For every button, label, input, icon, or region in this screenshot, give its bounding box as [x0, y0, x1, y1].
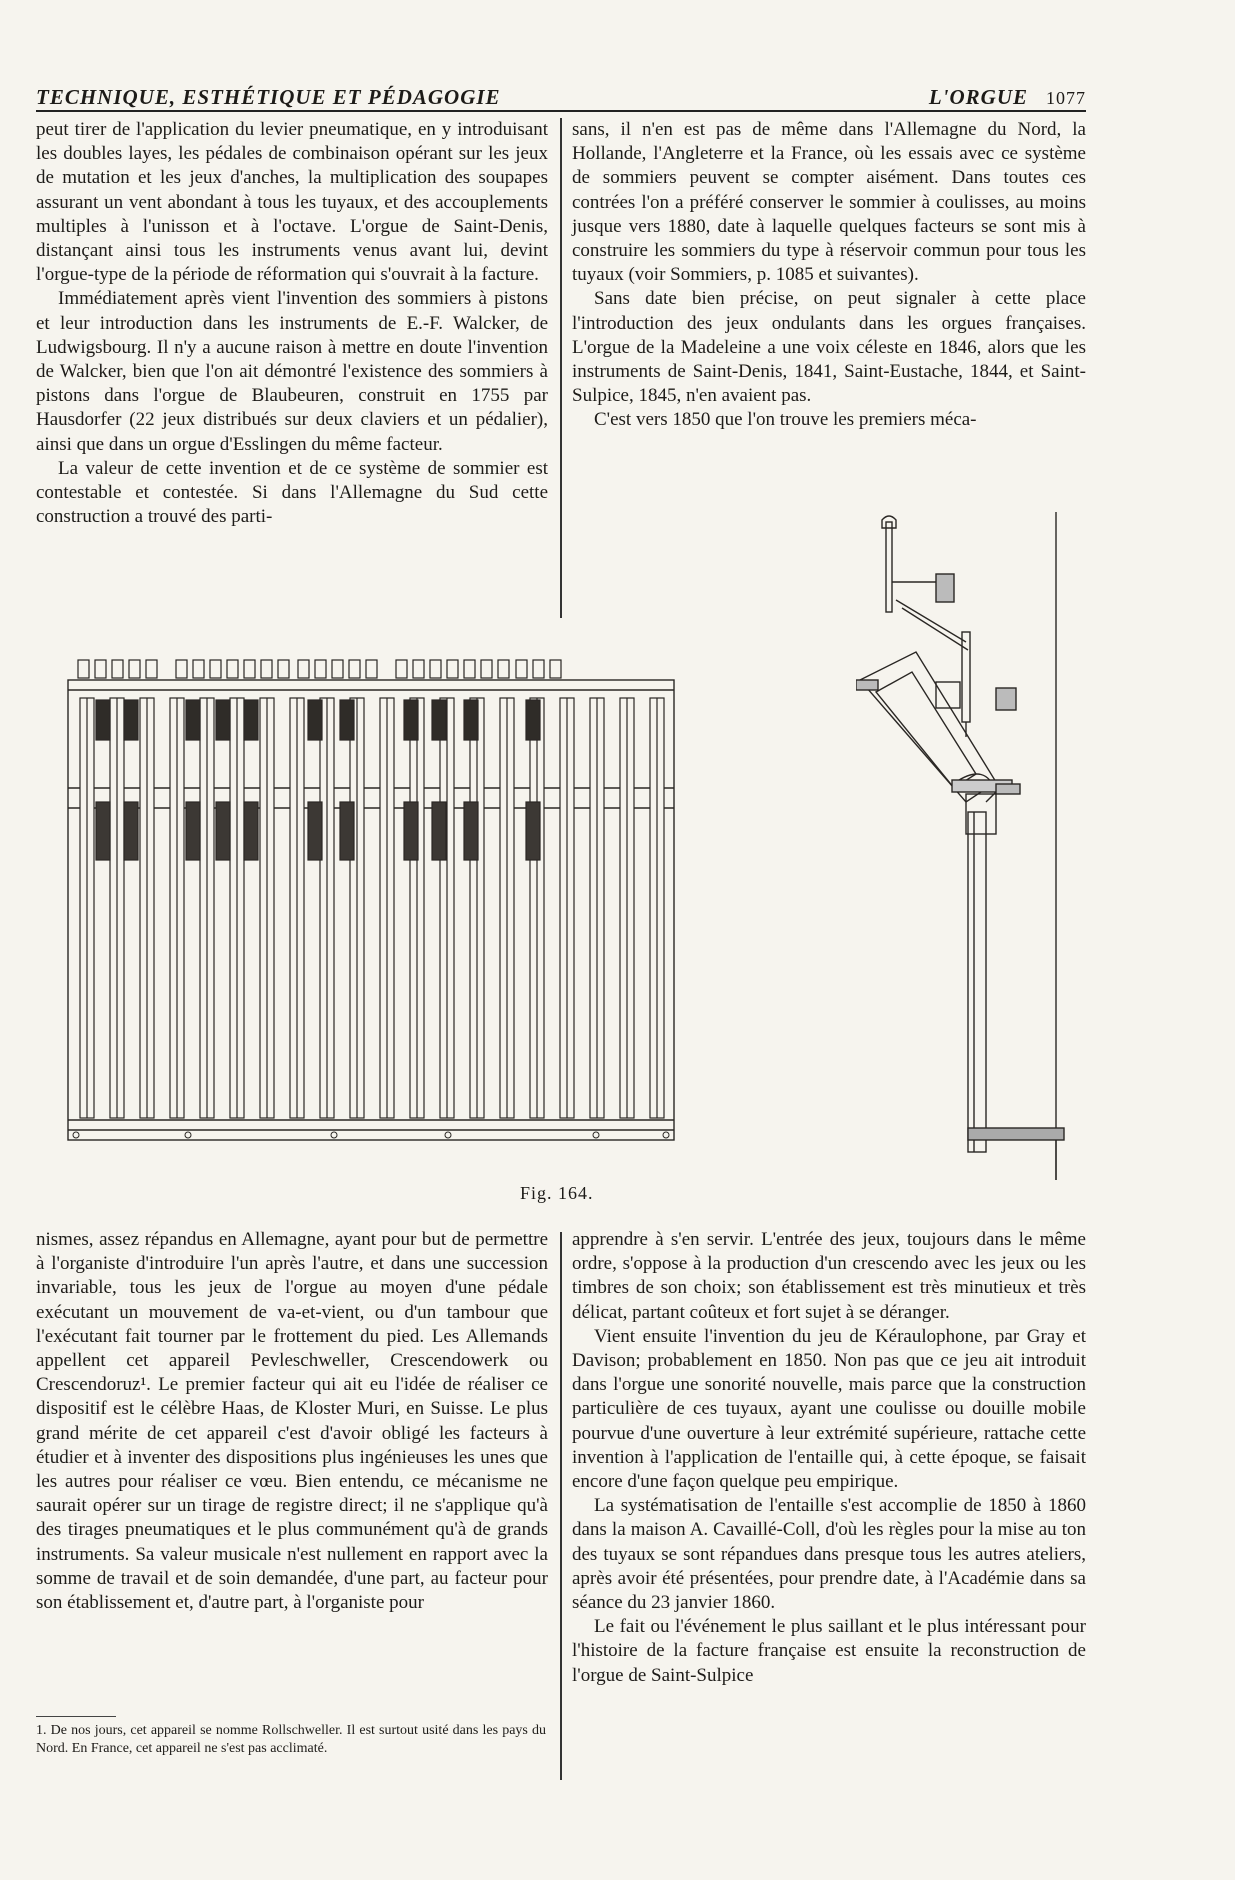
page-number: 1077 [1046, 88, 1086, 108]
pipe-foot [533, 660, 544, 678]
pipe-foot [481, 660, 492, 678]
valve-block [340, 802, 354, 860]
piston-head [464, 700, 478, 740]
pipe-foot [244, 660, 255, 678]
figure-caption: Fig. 164. [520, 1183, 594, 1203]
piston-head [308, 700, 322, 740]
pipe-foot [210, 660, 221, 678]
figure-piston-section [856, 512, 1066, 1180]
paragraph: Immédiatement après vient l'invention des sommiers à pistons et leur introduction dans les instruments de E.-F. Walcker, de Ludwigsbourg. Il n'y a aucune raison à mettre en doute l'invention de Walcker, bien que l'on ait démontré l'existence des sommiers à pistons dans l'orgue de Blaubeuren, construit en 1755 par Hausdorfer (22 jeux distribués sur deux claviers et un pédalier), ainsi que dans un orgue d'Esslingen du même facteur. [36, 288, 548, 455]
valve-block [308, 802, 322, 860]
piston-head [124, 700, 138, 740]
piston-head [526, 700, 540, 740]
pipe-foot [261, 660, 272, 678]
pipe-foot [112, 660, 123, 678]
pipe-foot [315, 660, 326, 678]
valve-block [124, 802, 138, 860]
column-top-left [36, 118, 548, 529]
piston-head [244, 700, 258, 740]
footnote: 1. De nos jours, cet appareil se nomme Rollschweller. Il est surtout usité dans les pays du Nord. En France, cet appareil ne s'est pas acclimaté. [36, 1723, 546, 1756]
paragraph: apprendre à s'en servir. L'entrée des jeux, toujours dans le même ordre, s'oppose à la production d'un crescendo avec les jeux ou les timbres de son choix; son établissement est très minutieux et très délicat, partant coûteux et fort sujet à se déranger. [572, 1229, 1086, 1323]
pipe-foot [349, 660, 360, 678]
paragraph: Vient ensuite l'invention du jeu de Kéraulophone, par Gray et Davison; probablement en 1850. Non pas que ce jeu ait introduit dans l'orgue une sonorité nouvelle, mais parce que la construction particulière de ces tuyaux, ayant une coulisse ou douille mobile pourvue d'une ouverture à leur extrémité supérieure, rattache cette invention à l'application de l'entaille qui, à cette époque, se faisait encore d'une façon quelque peu empirique. [572, 1325, 1086, 1493]
pipe-foot [413, 660, 424, 678]
piston-head [404, 700, 418, 740]
pipe-foot [332, 660, 343, 678]
header-section-title: TECHNIQUE, ESTHÉTIQUE ET PÉDAGOGIE [36, 85, 501, 109]
valve-block [432, 802, 446, 860]
column-top-right [572, 118, 1086, 433]
piston-head [216, 700, 230, 740]
valve-block [216, 802, 230, 860]
pipe-foot [176, 660, 187, 678]
paragraph: nismes, assez répandus en Allemagne, ayant pour but de permettre à l'organiste d'introduire l'un après l'autre, et dans une succession invariable, tous les jeux de l'orgue au moyen d'une pédale exécutant un mouvement de va-et-vient, ou d'un tambour que l'exécutant fait tourner par le frottement du pied. Les Allemands appellent cet appareil Pevleschweller, Crescendowerk ou Crescendoruz¹. Le premier facteur qui ait eu l'idée de réaliser ce dispositif est le célèbre Haas, de Kloster Muri, en Suisse. Le plus grand mérite de cet appareil c'est d'avoir obligé les facteurs à étudier et à inventer des dispositions plus ingénieuses les unes que les autres pour réaliser ce vœu. Bien entendu, ce mécanisme ne saurait opérer sur un tirage de registre direct; il ne s'applique qu'à des tirages pneumatiques et le plus communément qu'à de grands instruments. Sa valeur musicale n'est nullement en rapport avec la somme de travail et de soin demandée, d'une part, au facteur pour son établissement et, d'autre part, à l'organiste pour [36, 1229, 548, 1614]
footnote-rule [36, 1716, 116, 1717]
column-bottom-left [36, 1228, 548, 1615]
pipe-foot [396, 660, 407, 678]
valve-block [244, 802, 258, 860]
piston-head [340, 700, 354, 740]
paragraph: La valeur de cette invention et de ce système de sommier est contestable et contestée. Si dans l'Allemagne du Sud cette construction a trouvé des parti- [36, 457, 548, 528]
header-journal-title: L'ORGUE [928, 85, 1028, 109]
pipe-foot [366, 660, 377, 678]
piston-head [186, 700, 200, 740]
pipe-foot [146, 660, 157, 678]
pipe-foot [430, 660, 441, 678]
figure-windchest-elevation [66, 658, 678, 1150]
paragraph: sans, il n'en est pas de même dans l'Allemagne du Nord, la Hollande, l'Angleterre et la France, où les essais avec ce système de sommiers peuvent se compter aisément. Dans toutes ces contrées l'on a préféré conserver le sommier à coulisses, au moins jusque vers 1880, date à laquelle quelques facteurs se sont mis à construire les sommiers du type à réservoir commun pour tous les tuyaux (voir Sommiers, p. 1085 et suivantes). [572, 119, 1086, 286]
column-rule [560, 1232, 562, 1780]
paragraph: La systématisation de l'entaille s'est accomplie de 1850 à 1860 dans la maison A. Cavaillé-Coll, d'où les règles pour la mise au ton des tuyaux se sont répandues dans presque tous les autres ateliers, après avoir été présentées, pour prendre date, à l'Académie dans sa séance du 23 janvier 1860. [572, 1495, 1086, 1614]
running-header [36, 78, 1086, 112]
valve-block [186, 802, 200, 860]
pipe-foot [516, 660, 527, 678]
valve-block [464, 802, 478, 860]
column-rule [560, 118, 562, 618]
pipe-foot [550, 660, 561, 678]
pipe-foot [129, 660, 140, 678]
paragraph: Le fait ou l'événement le plus saillant et le plus intéressant pour l'histoire de la facture française est ensuite la reconstruction de l'orgue de Saint-Sulpice [572, 1616, 1086, 1686]
pipe-foot [447, 660, 458, 678]
column-bottom-right [572, 1228, 1086, 1688]
paragraph: C'est vers 1850 que l'on trouve les premiers méca- [594, 409, 977, 431]
pipe-foot [227, 660, 238, 678]
pipe-foot [464, 660, 475, 678]
pipe-foot [298, 660, 309, 678]
pipe-foot [95, 660, 106, 678]
valve-block [96, 802, 110, 860]
piston-head [432, 700, 446, 740]
paragraph: peut tirer de l'application du levier pneumatique, en y introduisant les doubles layes, les pédales de combinaison opérant sur les jeux de mutation et les jeux d'anches, la multiplication des soupapes assurant un vent abondant à tous les tuyaux, et des accouplements multiples à l'unisson et à l'octave. L'orgue de Saint-Denis, distançant ainsi tous les instruments venus avant lui, devint l'orgue-type de la période de réformation qui s'ouvrait à la facture. [36, 119, 548, 286]
paragraph: Sans date bien précise, on peut signaler à cette place l'introduction des jeux ondulants dans les orgues françaises. L'orgue de la Madeleine a une voix céleste en 1846, alors que les instruments de Saint-Denis, 1841, Saint-Eustache, 1844, et Saint-Sulpice, 1845, n'en avaient pas. [572, 288, 1086, 407]
pipe-foot [193, 660, 204, 678]
valve-block [526, 802, 540, 860]
piston-head [96, 700, 110, 740]
pipe-foot [278, 660, 289, 678]
pipe-foot [498, 660, 509, 678]
valve-block [404, 802, 418, 860]
pipe-foot [78, 660, 89, 678]
